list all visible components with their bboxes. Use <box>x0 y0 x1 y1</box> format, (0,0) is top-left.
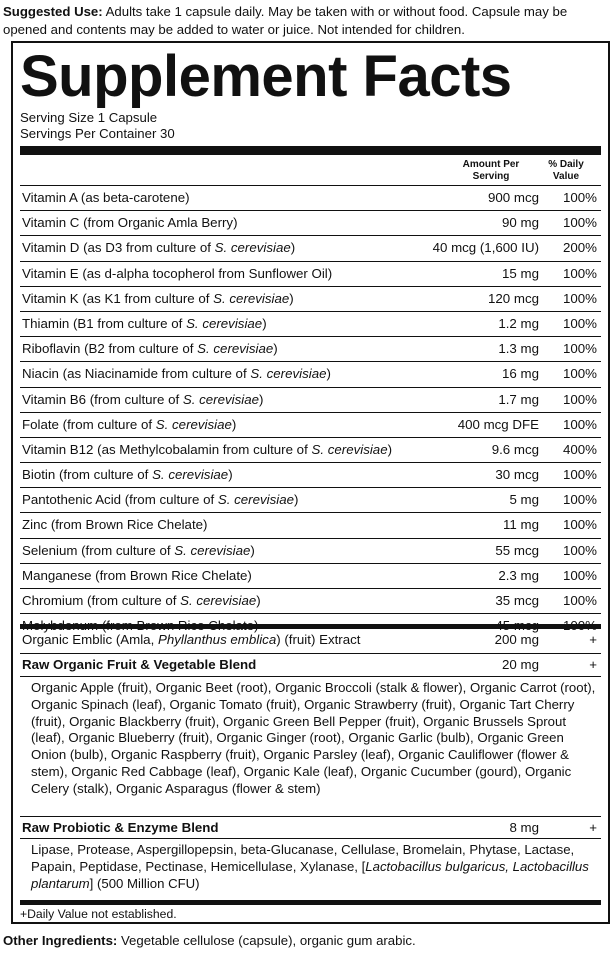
bottom-divider <box>20 900 601 905</box>
dv-column-header <box>540 159 592 183</box>
nutrient-name: Vitamin B6 (from culture of S. cerevisiae) <box>22 391 264 407</box>
nutrient-amount: 1.2 mg <box>498 315 539 331</box>
fruit-blend-name: Raw Organic Fruit & Vegetable Blend <box>22 657 257 672</box>
probiotic-blend-dv: + <box>589 820 597 835</box>
nutrient-row <box>20 437 601 462</box>
nutrient-amount: 9.6 mcg <box>491 441 539 457</box>
probiotic-blend-name: Raw Probiotic & Enzyme Blend <box>22 820 219 835</box>
nutrient-dv: 100% <box>562 416 597 432</box>
nutrient-name: Vitamin A (as beta-carotene) <box>22 190 190 205</box>
nutrient-dv: 100% <box>562 215 597 231</box>
nutrient-dv: 100% <box>562 467 597 483</box>
nutrient-name: Biotin (from culture of S. cerevisiae) <box>22 467 233 483</box>
nutrient-row <box>20 361 601 386</box>
nutrient-name: Riboflavin (B2 from culture of S. cerevisiae) <box>22 341 278 357</box>
thick-divider <box>20 146 601 155</box>
nutrient-name: Folate (from culture of S. cerevisiae) <box>22 416 237 432</box>
nutrient-name: Vitamin D (as D3 from culture of S. cerevisiae) <box>22 240 296 256</box>
nutrient-row <box>20 487 601 512</box>
fruit-blend-dv: + <box>589 657 597 672</box>
emblic-row <box>20 629 601 649</box>
nutrient-row <box>20 311 601 336</box>
nutrient-name: Chromium (from culture of S. cerevisiae) <box>22 593 261 608</box>
fruit-blend-row <box>20 653 601 674</box>
fruit-blend-amount: 20 mg <box>502 657 539 672</box>
nutrient-amount: 55 mcg <box>495 542 539 558</box>
probiotic-blend-ingredients: Lipase, Protease, Aspergillopepsin, beta-Glucanase, Cellulase, Bromelain, Phytase, Lactase, Papain, Peptidase, Pectinase, Hemicellulase, Xylanase, [Lactobacillus bulgaricus, Lactobacillus plantarum] (500 Million CFU) <box>31 842 589 891</box>
nutrient-dv: 100% <box>562 265 597 281</box>
nutrient-amount: 2.3 mg <box>498 567 539 583</box>
nutrient-amount: 15 mg <box>502 265 539 281</box>
nutrient-name: Thiamin (B1 from culture of S. cerevisiae) <box>22 315 267 331</box>
emblic-dv: + <box>589 632 597 647</box>
other-ingredients-label: Other Ingredients: <box>3 933 118 948</box>
other-ingredients <box>3 933 416 948</box>
nutrient-dv: 100% <box>562 567 597 583</box>
nutrient-row <box>20 235 601 260</box>
nutrient-dv: 100% <box>562 341 597 357</box>
nutrient-row <box>20 261 601 286</box>
nutrient-row <box>20 412 601 437</box>
nutrient-row <box>20 538 601 563</box>
nutrient-dv: 100% <box>562 190 597 205</box>
nutrient-row <box>20 336 601 361</box>
nutrient-name: Vitamin E (as d-alpha tocopherol from Sunflower Oil) <box>22 265 333 281</box>
nutrient-dv: 100% <box>562 492 597 508</box>
nutrient-amount: 400 mcg DFE <box>457 416 539 432</box>
nutrient-amount: 35 mcg <box>495 593 539 608</box>
nutrient-name: Pantothenic Acid (from culture of S. cerevisiae) <box>22 492 299 508</box>
nutrient-row <box>20 588 601 613</box>
nutrient-row <box>20 462 601 487</box>
nutrient-row <box>20 563 601 588</box>
nutrient-amount: 90 mg <box>502 215 539 231</box>
nutrient-amount: 900 mcg <box>488 190 539 205</box>
nutrient-dv: 100% <box>562 593 597 608</box>
nutrient-amount: 30 mcg <box>495 467 539 483</box>
other-ingredients-text: Vegetable cellulose (capsule), organic gum arabic. <box>117 933 416 948</box>
serving-info <box>20 110 175 142</box>
nutrient-amount: 120 mcg <box>488 290 539 306</box>
nutrient-row <box>20 512 601 537</box>
footnote: +Daily Value not established. <box>20 907 177 921</box>
nutrient-dv: 400% <box>562 441 597 457</box>
blend-divider <box>20 676 601 677</box>
nutrient-row <box>20 387 601 412</box>
emblic-name: Organic Emblic (Amla, Phyllanthus emblica) (fruit) Extract <box>22 632 361 647</box>
nutrient-row <box>20 185 601 210</box>
dv-header-line1: % Daily <box>548 159 584 170</box>
nutrient-amount: 16 mg <box>502 366 539 382</box>
suggested-use-label: Suggested Use: <box>3 4 103 19</box>
nutrient-table <box>20 185 601 638</box>
probiotic-blend-amount: 8 mg <box>509 820 539 835</box>
nutrient-dv: 100% <box>562 315 597 331</box>
nutrient-amount: 1.3 mg <box>498 341 539 357</box>
amount-header-line2: Serving <box>472 171 510 182</box>
nutrient-amount: 11 mg <box>503 517 539 533</box>
nutrient-dv: 100% <box>562 517 597 533</box>
nutrient-name: Vitamin B12 (as Methylcobalamin from culture of S. cerevisiae) <box>22 441 393 457</box>
dv-header-line2: Value <box>552 171 580 182</box>
nutrient-dv: 200% <box>562 240 597 256</box>
nutrient-name: Niacin (as Niacinamide from culture of S. cerevisiae) <box>22 366 331 382</box>
fruit-blend-ingredients: Organic Apple (fruit), Organic Beet (root), Organic Broccoli (stalk & flower), Organic Carrot (root), Organic Spinach (leaf), Organic Tomato (fruit), Organic Strawberry (fruit), Organic Tart Cherry (fruit), Organic Blackberry (fruit), Organic Green Bell Pepper (fruit), Organic Brussels Sprout (leaf), Organic Blueberry (fruit), Organic Ginger (root), Organic Garlic (bulb), Organic Green Onion (bulb), Organic Raspberry (fruit), Organic Parsley (leaf), Organic Cauliflower (flower & stem), Organic Red Cabbage (leaf), Organic Kale (leaf), Organic Cucumber (gourd), Organic Celery (stalk), Organic Asparagus (flower & stem) <box>31 680 596 796</box>
nutrient-name: Vitamin C (from Organic Amla Berry) <box>22 215 238 231</box>
suggested-use <box>3 3 609 38</box>
nutrient-dv: 100% <box>562 366 597 382</box>
nutrient-name: Manganese (from Brown Rice Chelate) <box>22 567 252 583</box>
supplement-facts-panel <box>11 41 610 924</box>
nutrient-dv: 100% <box>562 290 597 306</box>
panel-title: Supplement Facts <box>20 44 512 109</box>
nutrient-dv: 100% <box>562 391 597 407</box>
nutrient-dv: 100% <box>562 542 597 558</box>
amount-column-header <box>457 159 525 183</box>
nutrient-name: Selenium (from culture of S. cerevisiae) <box>22 542 255 558</box>
serving-size: Serving Size 1 Capsule <box>20 110 158 125</box>
nutrient-amount: 40 mcg (1,600 IU) <box>432 240 539 256</box>
nutrient-name: Zinc (from Brown Rice Chelate) <box>22 517 208 533</box>
nutrient-row <box>20 210 601 235</box>
probiotic-blend-row <box>20 816 601 837</box>
nutrient-name: Vitamin K (as K1 from culture of S. cerevisiae) <box>22 290 294 306</box>
nutrient-row <box>20 286 601 311</box>
amount-header-line1: Amount Per <box>462 159 520 170</box>
nutrient-amount: 1.7 mg <box>498 391 539 407</box>
nutrient-amount: 5 mg <box>509 492 539 508</box>
emblic-amount: 200 mg <box>494 632 539 647</box>
suggested-use-text: Adults take 1 capsule daily. May be taken with or without food. Capsule may be opened and contents may be added to water or juice. Not intended for children. <box>3 4 568 37</box>
probiotic-divider <box>20 838 601 839</box>
servings-per-container: Servings Per Container 30 <box>20 126 175 141</box>
